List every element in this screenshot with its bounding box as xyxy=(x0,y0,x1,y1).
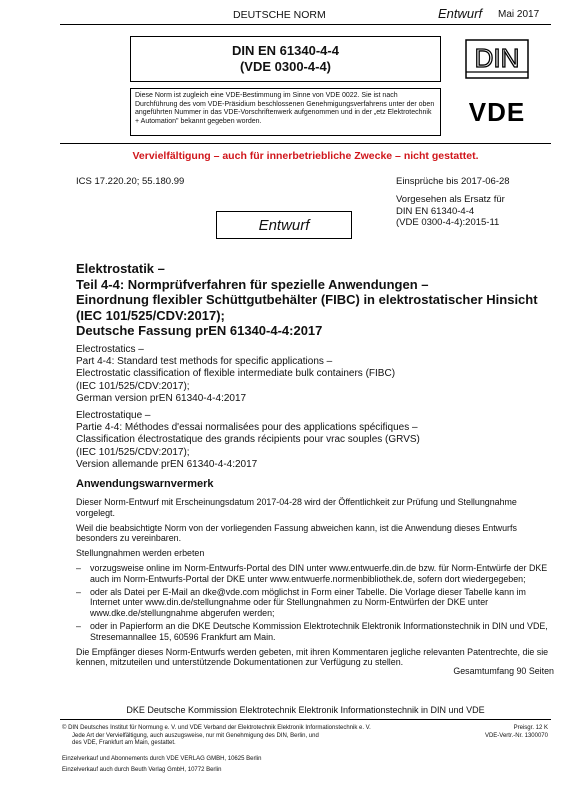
replacement-line: Vorgesehen als Ersatz für xyxy=(396,194,505,205)
title-line: Version allemande prEN 61340-4-4:2017 xyxy=(76,458,258,470)
footer-divider xyxy=(60,719,551,720)
list-item: – oder als Datei per E-Mail an dke@vde.com möglichst in Form einer Tabelle. Die Vorlage dieser Tabelle kann im Internet unter www.din.de/stellungnahme oder für Stellungnahmen zu Norm-Entwürfen der DKE unter www.dke.de/stellungnahme abgerufen werden; xyxy=(76,586,526,619)
warning-heading: Anwendungswarnvermerk xyxy=(76,478,214,490)
list-item: – oder in Papierform an die DKE Deutsche Kommission Elektrotechnik Elektronik Informationstechnik in DIN und VDE, Stresemannallee 15, 60596 Frankfurt am Main. xyxy=(76,620,548,642)
issue-date: Mai 2017 xyxy=(498,9,540,20)
header-divider xyxy=(60,24,551,25)
title-french xyxy=(76,410,552,471)
warning-paragraph: Dieser Norm-Entwurf mit Erscheinungsdatum 2017-04-28 wird der Öffentlichkeit zur Prüfung und Stellungnahme vorgelegt. xyxy=(76,497,517,518)
title-line: Electrostatics – xyxy=(76,344,144,355)
copyright-line: © DIN Deutsches Institut für Normung e. V. und VDE Verband der Elektrotechnik Elektronik Informationstechnik e. V. xyxy=(62,725,371,731)
title-line: Partie 4-4: Méthodes d'essai normalisées pour des applications spécifiques – xyxy=(76,422,418,434)
warning-paragraph: Die Empfänger dieses Norm-Entwurfs werden gebeten, mit ihren Kommentaren jegliche relevanten Patentrechte, die sie kennen, mitzuteilen und unterstützende Dokumentationen zur Verfügung zu stellen. xyxy=(76,646,549,668)
title-line: German version prEN 61340-4-4:2017 xyxy=(76,392,247,404)
sales-info: Einzelverkauf und Abonnements durch VDE VERLAG GMBH, 10625 Berlin xyxy=(62,756,262,762)
designation-din: DIN EN 61340-4-4 xyxy=(232,43,339,58)
vde-vertr-number: VDE-Vertr.-Nr. 1300070 xyxy=(484,732,548,739)
list-item: – vorzugsweise online im Norm-Entwurfs-Portal des DIN unter www.entwuerfe.din.de bzw. für Norm-Entwürfe der DKE auch im Norm-Entwurfs-Portal der DKE unter www.entwuerfe.normenbibliothek.de, sofern dort wiedergegeben; xyxy=(76,562,548,584)
price-info xyxy=(456,725,548,740)
copyright-line: Jede Art der Vervielfältigung, auch auszugsweise, nur mit Genehmigung des DIN, Berlin, und xyxy=(72,732,319,739)
title-line: (IEC 101/525/CDV:2017); xyxy=(76,307,225,323)
list-item-text: oder als Datei per E-Mail an dke@vde.com möglichst in Form einer Tabelle. Die Vorlage dieser Tabelle kann im Internet unter www.din.de/stellungnahme oder für Stellungnahmen zu Norm-Entwürfen der DKE unter www.dke.de/stellungnahme abgerufen werden; xyxy=(90,586,526,619)
ics-code: ICS 17.220.20; 55.180.99 xyxy=(76,176,185,187)
sales-info: Einzelverkauf auch durch Beuth Verlag GmbH, 10772 Berlin xyxy=(62,767,222,773)
title-line: (IEC 101/525/CDV:2017); xyxy=(76,380,190,392)
vde-notice-text: Diese Norm ist zugleich eine VDE-Bestimmung im Sinne von VDE 0022. Sie ist nach Durchführung des vom VDE-Präsidium beschlossenen Genehmigungsverfahrens unter der oben angeführten Nummer in das VDE-Vorschriftenwerk aufgenommen und in der „etz Elektrotechnik + Automation" bekannt gegeben worden. xyxy=(135,92,435,125)
copy-warning: Vervielfältigung – auch für innerbetriebliche Zwecke – nicht gestattet. xyxy=(132,150,479,162)
total-pages: Gesamtumfang 90 Seiten xyxy=(453,666,554,677)
title-line: Elektrostatik – xyxy=(76,261,165,276)
section-divider xyxy=(60,143,551,144)
svg-text:DIN: DIN xyxy=(474,43,520,73)
vde-notice-box xyxy=(130,88,441,136)
vde-logo xyxy=(447,88,547,136)
title-line: Deutsche Fassung prEN 61340-4-4:2017 xyxy=(76,323,323,338)
replacement-line: (VDE 0300-4-4):2015-11 xyxy=(396,217,500,229)
status-label: Entwurf xyxy=(438,6,483,21)
title-line: (IEC 101/525/CDV:2017); xyxy=(76,446,190,458)
norm-label: DEUTSCHE NORM xyxy=(233,9,326,21)
svg-text:VDE: VDE xyxy=(468,99,526,125)
warning-paragraph: Weil die beabsichtigte Norm von der vorliegenden Fassung abweichen kann, ist die Anwendung dieses Entwurfs besonders zu vereinbaren. xyxy=(76,522,517,544)
objection-deadline: Einsprüche bis 2017-06-28 xyxy=(396,176,510,187)
designation-vde: (VDE 0300-4-4) xyxy=(239,59,332,74)
page-header xyxy=(0,6,566,26)
warning-paragraph: Stellungnahmen werden erbeten xyxy=(76,548,205,559)
vde-logo-icon xyxy=(456,99,538,125)
title-line: Electrostatic classification of flexible intermediate bulk containers (FIBC) xyxy=(76,368,396,380)
copyright-notice xyxy=(62,725,442,748)
list-item-text: oder in Papierform an die DKE Deutsche Kommission Elektrotechnik Elektronik Informationstechnik in DIN und VDE, Stresemannallee 15, 60596 Frankfurt am Main. xyxy=(90,620,548,642)
price-group: Preisgr. 12 K xyxy=(513,725,548,731)
designation-box xyxy=(130,36,441,82)
title-german xyxy=(76,261,552,339)
list-item-text: vorzugsweise online im Norm-Entwurfs-Portal des DIN unter www.entwuerfe.din.de bzw. für Norm-Entwürfe der DKE auch im Norm-Entwurfs-Portal der DKE unter www.entwuerfe.normenbibliothek.de, sofern dort wiedergegeben; xyxy=(90,562,548,584)
draft-stamp: Entwurf xyxy=(216,211,352,239)
title-line: Electrostatique – xyxy=(76,410,151,421)
replacement-line: DIN EN 61340-4-4 xyxy=(396,205,475,217)
copyright-line: des VDE, Frankfurt am Main, gestattet. xyxy=(72,740,176,747)
din-logo-icon xyxy=(465,39,529,79)
dke-line: DKE Deutsche Kommission Elektrotechnik Elektronik Informationstechnik in DIN und VDE xyxy=(126,705,485,715)
din-logo xyxy=(447,36,547,82)
replacement-info xyxy=(396,194,505,229)
title-line: Classification électrostatique des grands récipients pour vrac souples (GRVS) xyxy=(76,434,420,446)
warning-body xyxy=(76,497,554,677)
title-line: Part 4-4: Standard test methods for specific applications – xyxy=(76,356,333,368)
title-line: Einordnung flexibler Schüttgutbehälter (FIBC) in elektrostatischer Hinsicht xyxy=(76,292,538,307)
title-line: Teil 4-4: Normprüfverfahren für spezielle Anwendungen – xyxy=(76,276,429,292)
title-english xyxy=(76,344,552,405)
